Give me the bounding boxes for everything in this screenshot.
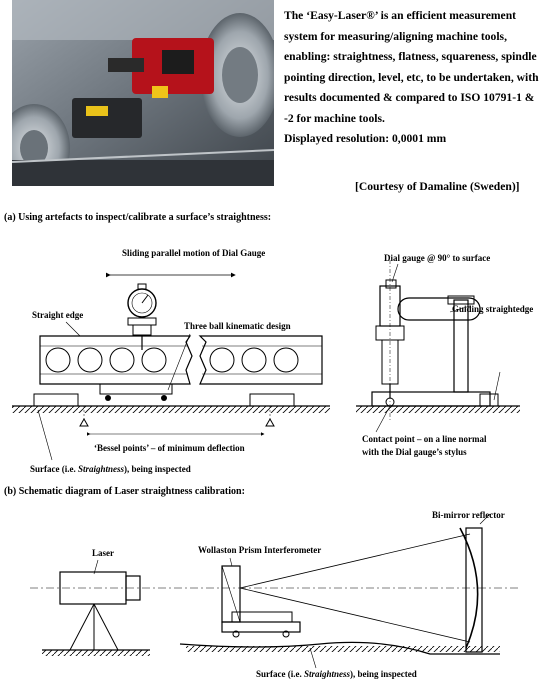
contact-point-label-2: with the Dial gauge’s stylus (362, 447, 467, 457)
laser-label: Laser (92, 548, 114, 558)
surface-label-a: Surface (i.e. Straightness), being inspected (30, 464, 191, 474)
bi-mirror-label: Bi-mirror reflector (432, 510, 505, 520)
surface-label-b: Surface (i.e. Straightness), being inspected (256, 669, 417, 679)
courtesy-text: [Courtesy of Damaline (Sweden)] (355, 180, 520, 193)
contact-point-label-1: Contact point – on a line normal (362, 434, 487, 444)
part-b-heading: (b) Schematic diagram of Laser straightness calibration: (4, 486, 245, 497)
guiding-straightedge-label: Guiding straightedge (452, 304, 534, 314)
resolution-text: Displayed resolution: 0,0001 mm (284, 132, 447, 145)
sliding-motion-label: Sliding parallel motion of Dial Gauge (122, 248, 266, 258)
straight-edge (40, 336, 192, 384)
three-ball-label: Three ball kinematic design (184, 321, 291, 331)
wollaston-label: Wollaston Prism Interferometer (198, 545, 322, 555)
straight-edge-label: Straight edge (32, 310, 84, 320)
bessel-points-label: ‘Bessel points’ – of minimum deflection (94, 443, 245, 453)
part-a-heading: (a) Using artefacts to inspect/calibrate a surface’s straightness: (4, 212, 272, 223)
intro-text: The ‘Easy-Laser®’ is an efficient measurement system for measuring/aligning machine tools, enabling: straightness, flatness, squareness, spindle pointing direction, level, etc, to be undertaken, with results documented & compared to ISO 10791-1 & -2 for machine tools. (284, 9, 539, 125)
dial-gauge-label: Dial gauge @ 90° to surface (384, 253, 491, 263)
